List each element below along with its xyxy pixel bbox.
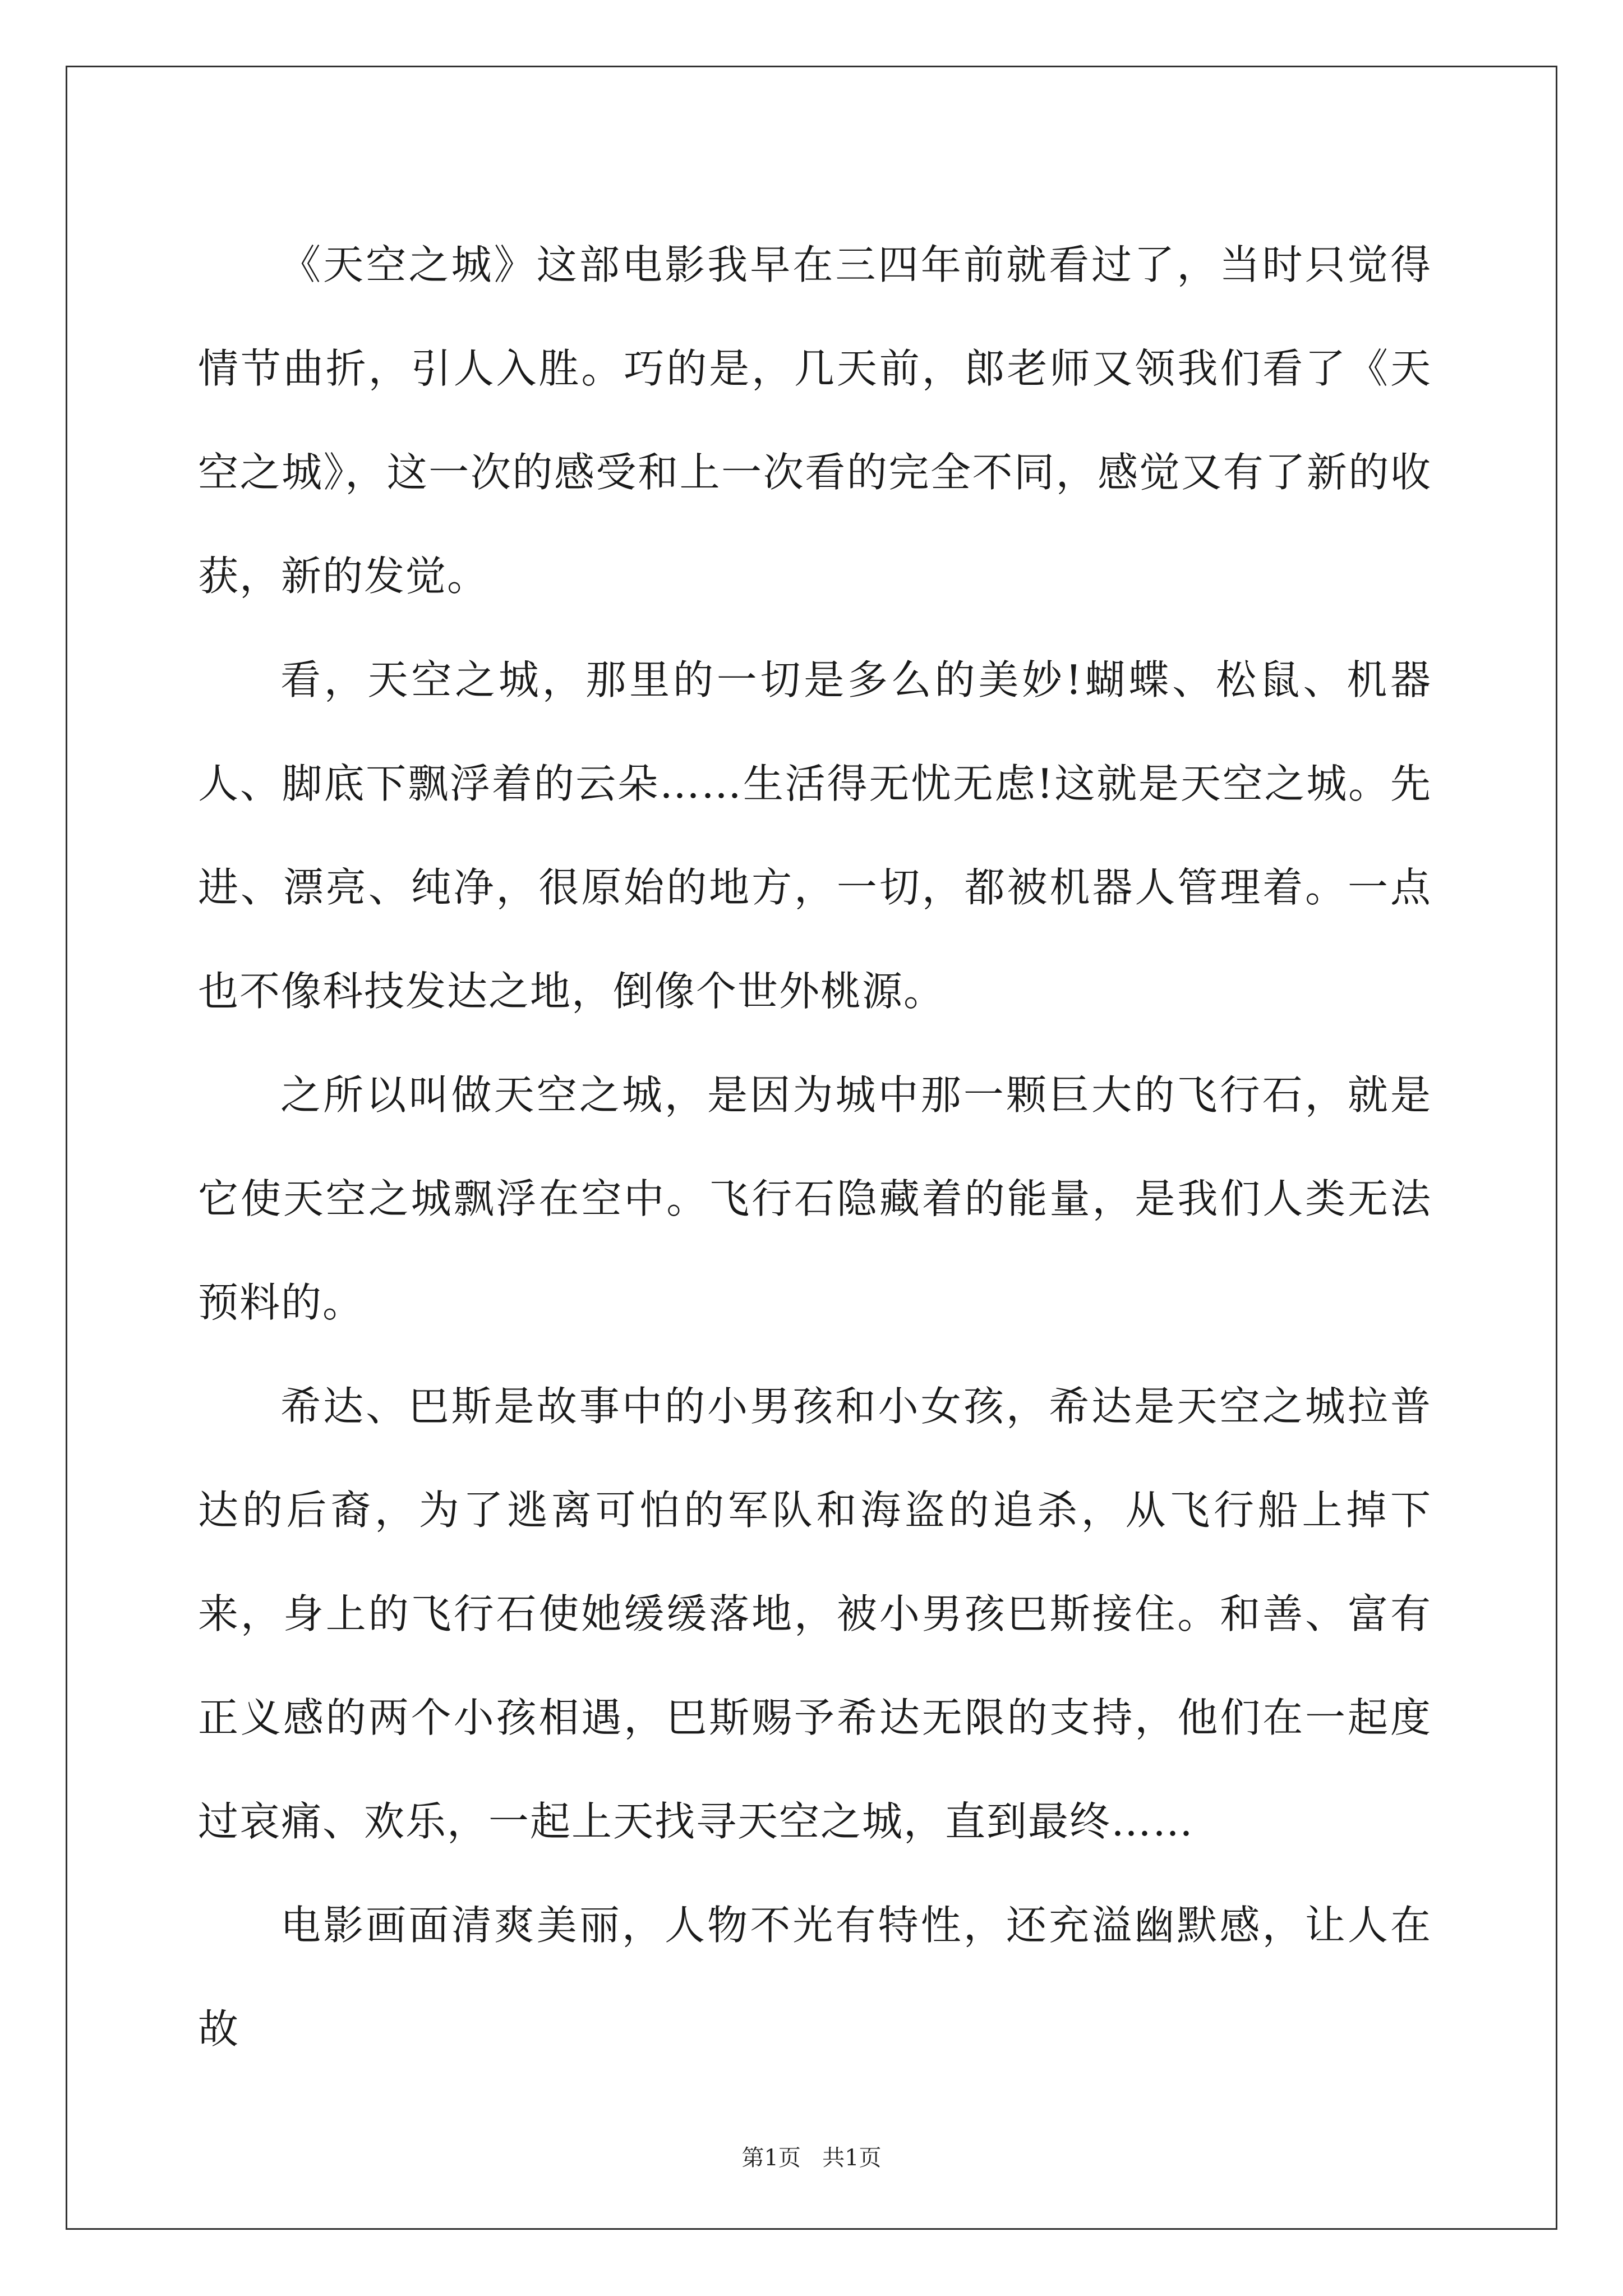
page-total: 共1页 [822, 2145, 882, 2171]
paragraph: 之所以叫做天空之城，是因为城中那一颗巨大的飞行石，就是它使天空之城飘浮在空中。飞行石隐藏着的能量，是我们人类无法预料的。 [198, 1071, 1432, 1326]
document-body [198, 213, 1432, 2081]
page-number: 第1页 [741, 2145, 801, 2171]
paragraph: 看，天空之城，那里的一切是多么的美妙!蝴蝶、松鼠、机器人、脚底下飘浮着的云朵……生活得无忧无虑!这就是天空之城。先进、漂亮、纯净，很原始的地方，一切，都被机器人管理着。一点也不像科技发达之地，倒像个世外桃源。 [198, 656, 1432, 1015]
paragraph: 希达、巴斯是故事中的小男孩和小女孩，希达是天空之城拉普达的后裔，为了逃离可怕的军队和海盗的追杀，从飞行船上掉下来，身上的飞行石使她缓缓落地，被小男孩巴斯接住。和善、富有正义感的两个小孩相遇，巴斯赐予希达无限的支持，他们在一起度过哀痛、欢乐，一起上天找寻天空之城，直到最终…… [198, 1383, 1432, 1845]
page-footer [0, 2140, 1623, 2172]
paragraph: 《天空之城》这部电影我早在三四年前就看过了，当时只觉得情节曲折，引人入胜。巧的是，几天前，郎老师又领我们看了《天空之城》，这一次的感受和上一次看的完全不同，感觉又有了新的收获，新的发觉。 [198, 241, 1432, 600]
paragraph: 电影画面清爽美丽，人物不光有特性，还充溢幽默感，让人在故 [198, 1902, 1432, 2053]
